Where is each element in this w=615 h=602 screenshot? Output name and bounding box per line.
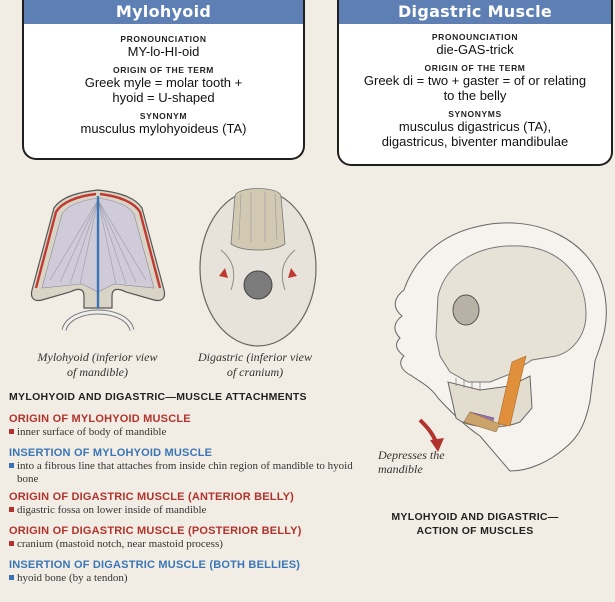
attachment-text: inner surface of body of mandible (17, 426, 167, 438)
mylohyoid-origin-line2: hyoid = U-shaped (112, 90, 215, 105)
orbit (453, 295, 479, 325)
attachment-text: into a fibrous line that attaches from inside chin region of mandible to hyoid bone (17, 460, 353, 485)
bullet-icon (9, 463, 14, 468)
attachment-heading: ORIGIN OF DIGASTRIC MUSCLE (ANTERIOR BELLY) (9, 491, 295, 503)
attachment-heading: ORIGIN OF DIGASTRIC MUSCLE (POSTERIOR BELLY) (9, 525, 302, 537)
pronunciation-label: PRONOUNCIATION (120, 34, 207, 44)
digastric-info-card (337, 0, 613, 166)
mylohyoid-card-title: Mylohyoid (24, 0, 303, 24)
bullet-icon (9, 507, 14, 512)
origin-term-label: ORIGIN OF THE TERM (424, 63, 526, 73)
palate (231, 189, 285, 251)
depresses-caption: Depresses the mandible (378, 448, 445, 476)
attachment-item (9, 490, 359, 517)
digastric-card-title: Digastric Muscle (339, 0, 611, 24)
mandible-caption: Mylohyoid (inferior view of mandible) (37, 350, 158, 379)
attachment-heading: INSERTION OF MYLOHYOID MUSCLE (9, 447, 213, 459)
digastric-origin-line1: Greek di = two + gaster = of or relating (363, 73, 587, 88)
attachment-text: cranium (mastoid notch, near mastoid process) (17, 538, 223, 550)
origin-term-label: ORIGIN OF THE TERM (113, 65, 214, 75)
bullet-icon (9, 575, 14, 580)
mylohyoid-info-card (22, 0, 305, 160)
synonym-label: SYNONYM (139, 111, 188, 121)
digastric-synonyms-line1: musculus digastricus (TA), (398, 119, 552, 134)
digastric-origin-line2: to the belly (443, 88, 507, 103)
attachment-heading: INSERTION OF DIGASTRIC MUSCLE (BOTH BELLIES) (9, 559, 301, 571)
attachment-item (9, 524, 359, 551)
action-title: MYLOHYOID AND DIGASTRIC— ACTION OF MUSCLES (391, 511, 559, 537)
foramen-magnum (244, 271, 272, 299)
mandible-illustration (20, 180, 175, 345)
cranium-illustration (193, 180, 323, 350)
attachment-item (9, 412, 359, 439)
bullet-icon (9, 541, 14, 546)
head-side-illustration (360, 186, 610, 486)
mylohyoid-pronunciation: MY-lo-HI-oid (127, 44, 200, 59)
digastric-pronunciation: die-GAS-trick (436, 42, 514, 57)
synonyms-label: SYNONYMS (448, 109, 502, 119)
mylohyoid-synonym: musculus mylohyoideus (TA) (80, 121, 247, 136)
cranium-caption: Digastric (inferior view of cranium) (198, 350, 312, 379)
attachment-text: digastric fossa on lower inside of mandible (17, 504, 207, 516)
attachment-heading: ORIGIN OF MYLOHYOID MUSCLE (9, 413, 191, 425)
mylohyoid-origin-line1: Greek myle = molar tooth + (84, 75, 243, 90)
attachments-title: MYLOHYOID AND DIGASTRIC—MUSCLE ATTACHMENTS (9, 391, 307, 403)
digastric-synonyms-line2: digastricus, biventer mandibulae (381, 134, 569, 149)
attachment-item (9, 558, 359, 585)
bullet-icon (9, 429, 14, 434)
hyoid-bone (64, 312, 132, 330)
attachment-text: hyoid bone (by a tendon) (17, 572, 128, 584)
attachment-item (9, 446, 359, 486)
pronunciation-label: PRONOUNCIATION (431, 32, 519, 42)
